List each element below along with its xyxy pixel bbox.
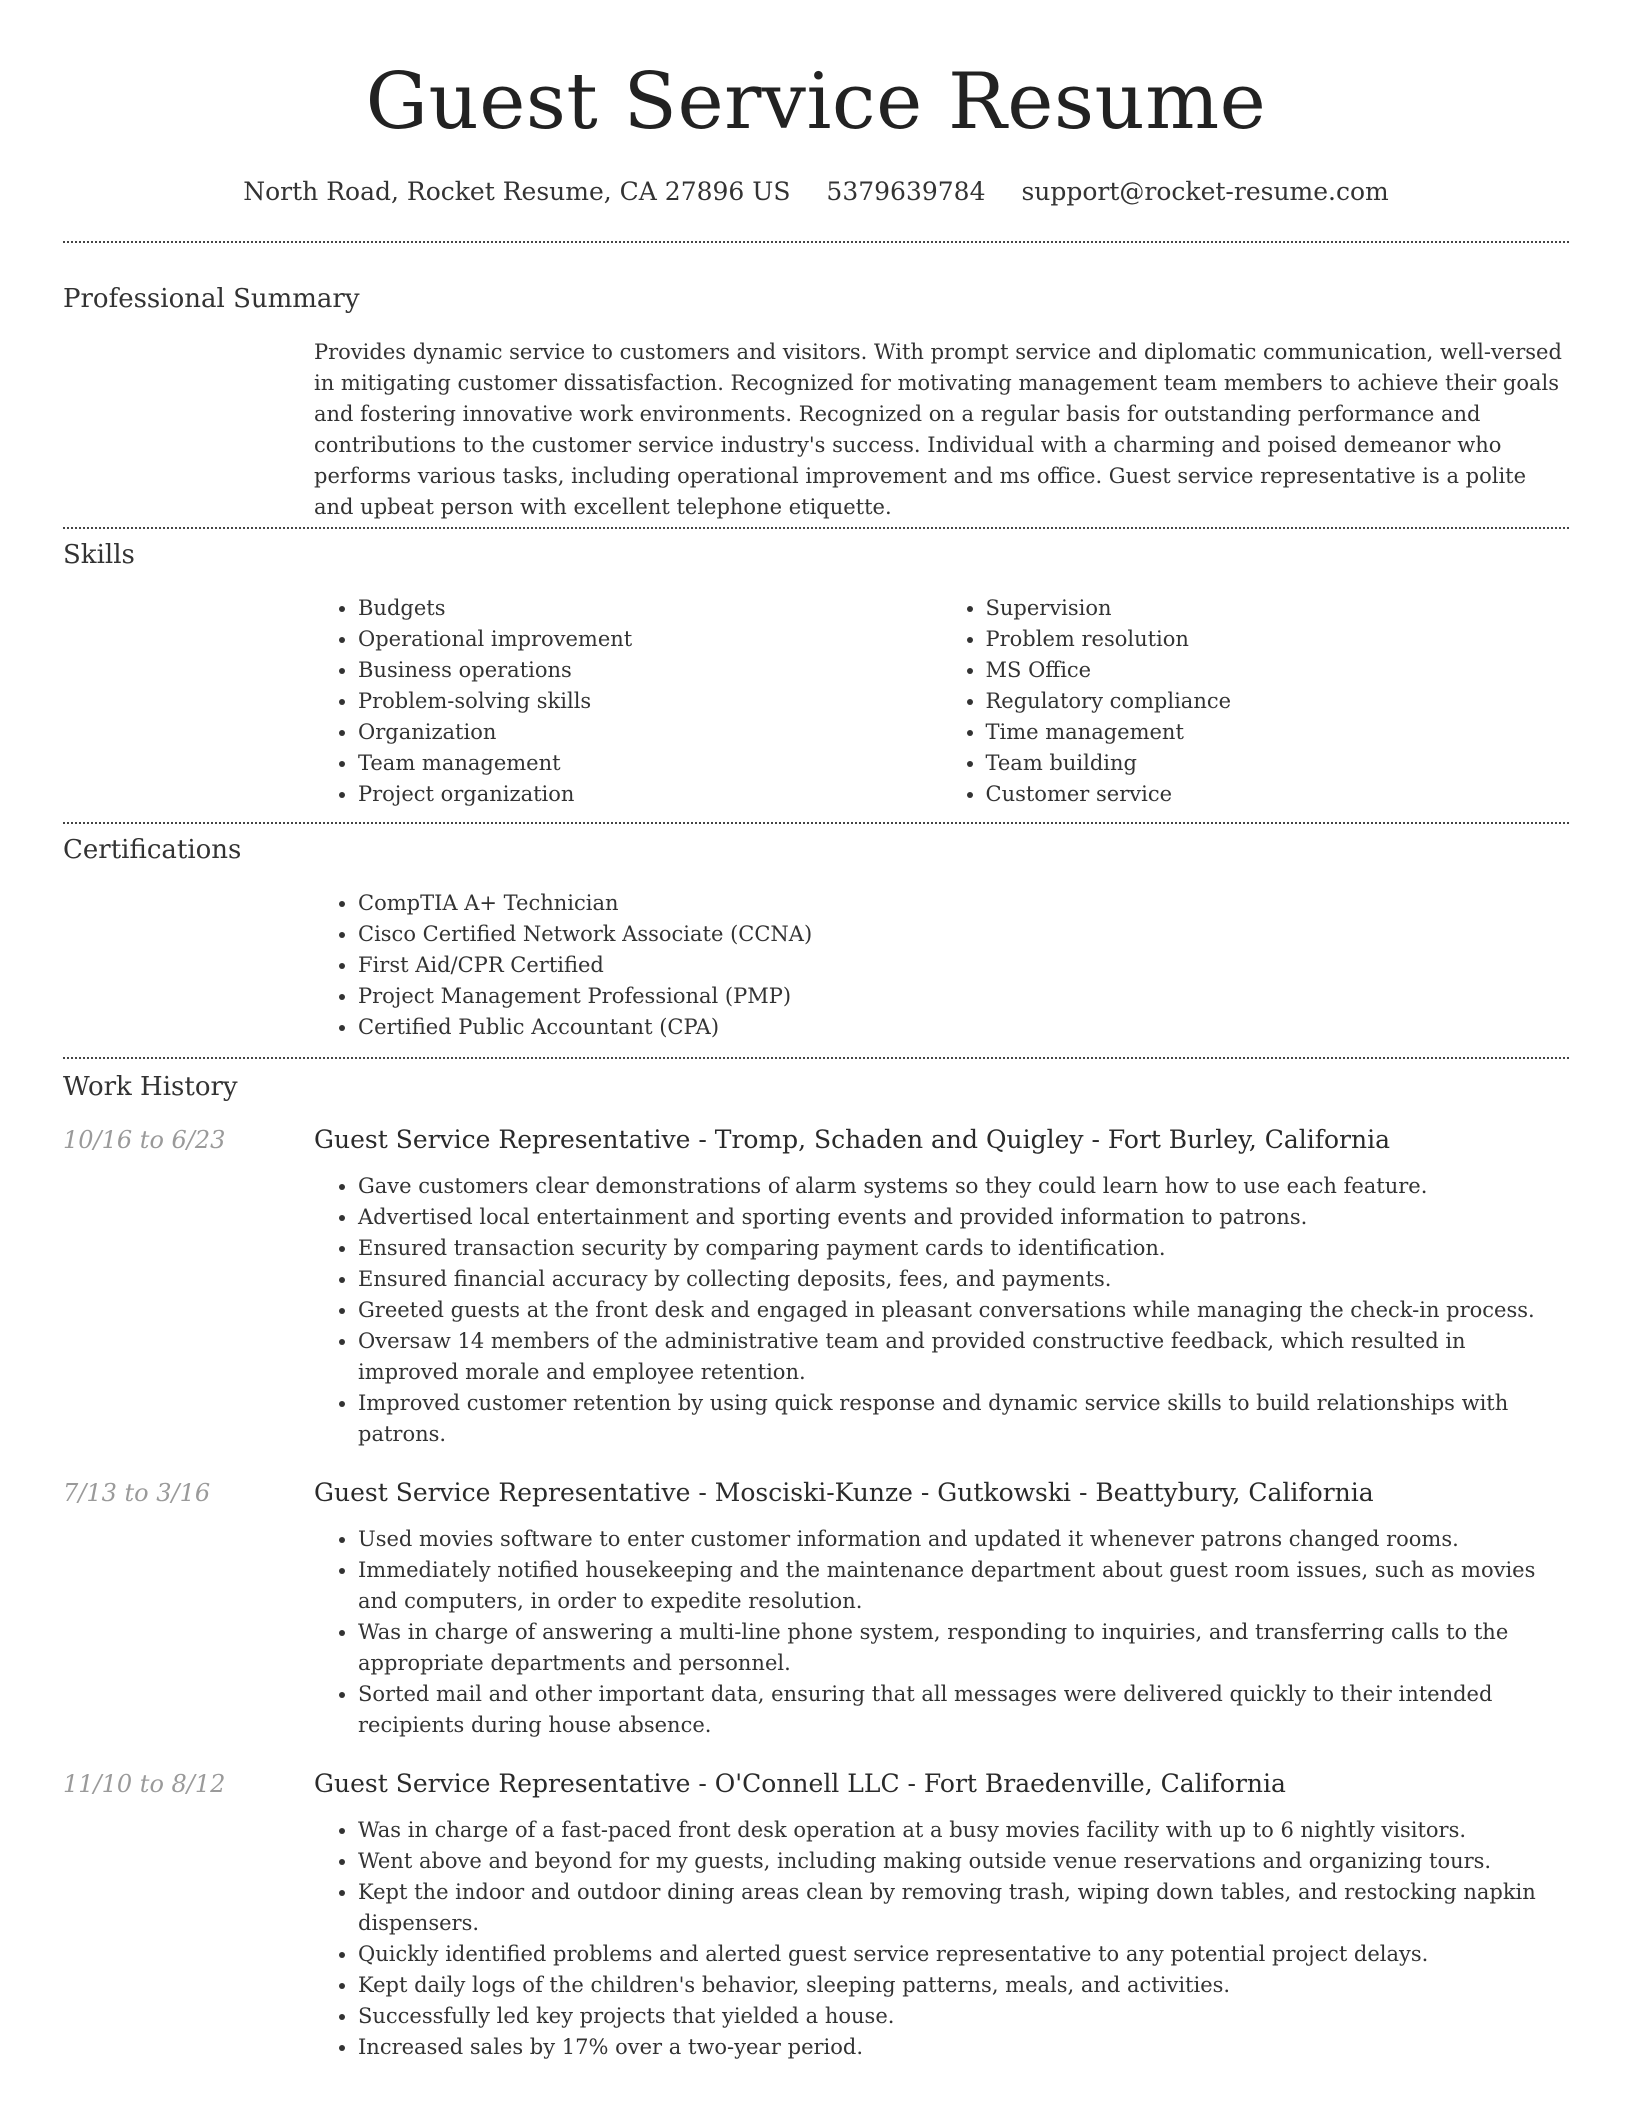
work-heading: Work History [63,1072,238,1102]
certifications-section [314,888,1569,1043]
job-entry [63,1476,1569,1741]
skills-section [314,593,1569,810]
job-bullet: • Ensured transaction security by comparing payment cards to identification. [358,1233,1569,1264]
contact-email: support@rocket-resume.com [1021,177,1389,206]
skills-list-right [942,593,1570,810]
skills-heading: Skills [63,540,135,570]
skill-item: • Time management [986,717,1570,748]
job-bullet: • Gave customers clear demonstrations of alarm systems so they could learn how to use each feature. [358,1171,1569,1202]
skill-item: • Team building [986,748,1570,779]
job-bullet: • Used movies software to enter customer information and updated it whenever patrons changed rooms. [358,1524,1569,1555]
certification-item: • First Aid/CPR Certified [358,950,1569,981]
job-dates: 11/10 to 8/12 [63,1770,226,1798]
skill-item: • Supervision [986,593,1570,624]
resume-title: Guest Service Resume [365,57,1267,147]
skill-item: • Organization [358,717,942,748]
certification-item: • CompTIA A+ Technician [358,888,1569,919]
divider [63,822,1569,824]
skill-item: • Budgets [358,593,942,624]
skill-item: • Regulatory compliance [986,686,1570,717]
skills-list-left [314,593,942,810]
job-details [314,1123,1569,1450]
summary-heading: Professional Summary [63,284,360,314]
job-dates: 10/16 to 6/23 [63,1126,226,1154]
job-bullet: • Oversaw 14 members of the administrative team and provided constructive feedback, which resulted in improved morale and employee retention. [358,1326,1569,1388]
job-title: Guest Service Representative - O'Connell LLC - Fort Braedenville, California [314,1769,1286,1798]
certification-item: • Certified Public Accountant (CPA) [358,1012,1569,1043]
job-details [314,1767,1569,2063]
job-bullets [314,1815,1569,2063]
skill-item: • Operational improvement [358,624,942,655]
summary-section [314,337,1569,523]
job-bullet: • Increased sales by 17% over a two-year period. [358,2032,1569,2063]
job-bullet: • Advertised local entertainment and sporting events and provided information to patrons. [358,1202,1569,1233]
contact-phone: 5379639784 [826,177,986,206]
job-bullets [314,1171,1569,1450]
job-entry [63,1767,1569,2063]
job-entry [63,1123,1569,1450]
certification-item: • Cisco Certified Network Associate (CCNA) [358,919,1569,950]
summary-text: Provides dynamic service to customers and visitors. With prompt service and diplomatic communication, well-versed in mitigating customer dissatisfaction. Recognized for motivating management team members to achieve their goals and fostering innovative work environments. Recognized on a regular basis for outstanding performance and contributions to the customer service industry's success. Individual with a charming and poised demeanor who performs various tasks, including operational improvement and ms office. Guest service representative is a polite and upbeat person with excellent telephone etiquette. [314,340,1562,519]
contact-line [63,176,1569,208]
job-title: Guest Service Representative - Mosciski-Kunze - Gutkowski - Beattybury, California [314,1478,1374,1507]
skill-item: • Team management [358,748,942,779]
job-bullet: • Immediately notified housekeeping and the maintenance department about guest room issues, such as movies and computers, in order to expedite resolution. [358,1555,1569,1617]
job-bullet: • Successfully led key projects that yielded a house. [358,2001,1569,2032]
job-bullet: • Sorted mail and other important data, ensuring that all messages were delivered quickly to their intended recipients during house absence. [358,1679,1569,1741]
contact-address: North Road, Rocket Resume, CA 27896 US [243,177,791,206]
skill-item: • Project organization [358,779,942,810]
job-dates: 7/13 to 3/16 [63,1479,211,1507]
job-bullet: • Was in charge of a fast-paced front desk operation at a busy movies facility with up to 6 nightly visitors. [358,1815,1569,1846]
job-bullet: • Went above and beyond for my guests, including making outside venue reservations and organizing tours. [358,1846,1569,1877]
skill-item: • Problem-solving skills [358,686,942,717]
job-bullet: • Quickly identified problems and alerted guest service representative to any potential project delays. [358,1939,1569,1970]
skill-item: • Business operations [358,655,942,686]
divider [63,527,1569,529]
job-bullet: • Greeted guests at the front desk and engaged in pleasant conversations while managing the check-in process. [358,1295,1569,1326]
skill-item: • MS Office [986,655,1570,686]
job-bullet: • Was in charge of answering a multi-line phone system, responding to inquiries, and transferring calls to the appropriate departments and personnel. [358,1617,1569,1679]
job-details [314,1476,1569,1741]
skills-grid [314,593,1569,810]
skill-item: • Problem resolution [986,624,1570,655]
divider [63,1057,1569,1059]
job-bullet: • Kept the indoor and outdoor dining areas clean by removing trash, wiping down tables, and restocking napkin dispensers. [358,1877,1569,1939]
certification-item: • Project Management Professional (PMP) [358,981,1569,1012]
certifications-list [314,888,1569,1043]
job-title: Guest Service Representative - Tromp, Schaden and Quigley - Fort Burley, California [314,1125,1391,1154]
job-bullet: • Improved customer retention by using quick response and dynamic service skills to build relationships with patrons. [358,1388,1569,1450]
skill-item: • Customer service [986,779,1570,810]
job-bullets [314,1524,1569,1741]
divider [63,241,1569,243]
certifications-heading: Certifications [63,835,242,865]
job-bullet: • Kept daily logs of the children's behavior, sleeping patterns, meals, and activities. [358,1970,1569,2001]
job-bullet: • Ensured financial accuracy by collecting deposits, fees, and payments. [358,1264,1569,1295]
